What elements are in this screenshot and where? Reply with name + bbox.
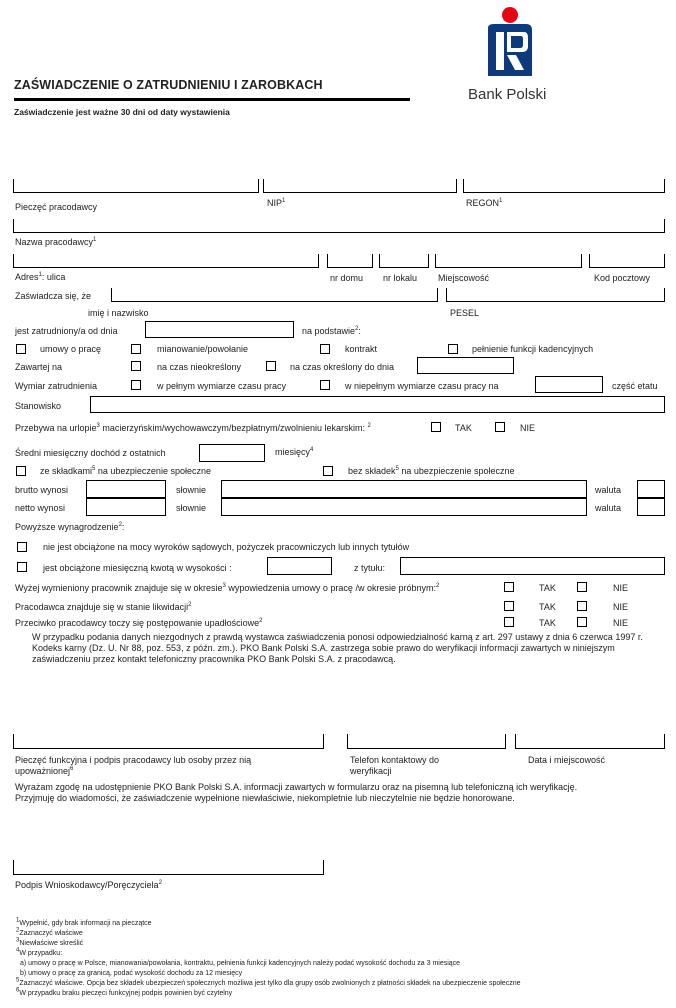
full-name-label: imię i nazwisko [88,308,149,318]
employed-since-label: jest zatrudniony/a od dnia [15,326,118,336]
position-label: Stanowisko [15,401,62,411]
salary-label: Powyższe wynagrodzenie$^2$: [15,522,125,532]
leave-no-checkbox[interactable] [495,422,505,432]
pko-logo-icon [482,2,538,80]
footnote-4b: b) umowy o pracę za granicą, podać wysokość dochodu za 12 miesięcy [20,970,243,977]
net-currency-input[interactable] [637,498,665,516]
employer-signature-field[interactable] [13,734,324,749]
postcode-label: Kod pocztowy [594,273,651,283]
burdened-amount-input[interactable] [267,557,332,575]
leave-no-label: NIE [520,423,536,433]
flat-number-field[interactable] [379,254,429,268]
net-label: netto wynosi [15,503,66,513]
employer-name-label: Nazwa pracodawcy$^1$ [15,237,97,247]
net-words-label: słownie [176,503,207,513]
parttime-checkbox[interactable] [320,380,330,390]
liquidation-yes-label: TAK [539,602,556,612]
house-number-field[interactable] [327,254,373,268]
bank-name: Bank Polski [468,86,547,103]
basis-appointment-checkbox[interactable] [131,344,141,354]
not-burdened-checkbox[interactable] [17,542,27,552]
months-count-input[interactable] [199,444,265,462]
net-amount-input[interactable] [86,498,166,516]
address-label-text: Adres [15,272,39,282]
footnote-6-text: W przypadku braku pieczęci funkcyjnej podpis powinien być czytelny [19,990,233,997]
bankruptcy-no-checkbox[interactable] [577,617,587,627]
title-rule [14,98,410,101]
notice-yes-label: TAK [539,583,556,593]
basis-employment-checkbox[interactable] [16,344,26,354]
leave-yes-label: TAK [455,423,472,433]
employer-name-field[interactable] [13,219,665,233]
footnote-1: $^1$Wypełnić, gdy brak informacji na pieczątce [16,917,152,927]
gross-label: brutto wynosi [15,485,69,495]
concluded-label: Zawartej na [15,362,63,372]
basis-employment-label: umowy o pracę [40,344,102,354]
regon-field[interactable] [463,179,665,193]
bankruptcy-yes-label: TAK [539,618,556,628]
bankruptcy-text: Przeciwko pracodawcy toczy się postępowanie upadłościowe [15,618,260,628]
footnote-4: $^4$W przypadku: [16,947,63,957]
liability-notice: W przypadku podania danych niezgodnych z prawdą wystawca zaświadczenia ponosi odpowiedzialność karną z art. 297 ustawy z dnia 6 czerwca 1997 r. Kodeks karny (Dz. U. Nr 88, poz. 553, z późn. zm.). PKO Bank Polski S.A. zastrzega sobie prawo do weryfikacji informacji zawartych w niniejszym zaświadczeniu przez kontakt telefoniczny pracownika PKO Bank Polski S.A. z pracodawcą. [32,632,643,664]
fulltime-label: w pełnym wymiarze czasu pracy [157,381,287,391]
page-title: ZAŚWIADCZENIE O ZATRUDNIENIU I ZAROBKACH [14,78,323,92]
phone-field[interactable] [347,734,506,749]
leave-types-text: macierzyńskim/wychowawczym/bezpłatnym/zwolnieniu lekarskim: [102,423,365,433]
indefinite-checkbox[interactable] [131,361,141,371]
months-label: miesięcy$^4$ [275,447,314,457]
consent-line-2: Przyjmuję do wiadomości, że zaświadczenie wypełnione niewłaściwie, niekompletnie lub nieczytelnie nie będzie honorowane. [15,793,515,803]
postcode-field[interactable] [589,254,665,268]
basis-label: na podstawie$^2$: [302,326,361,336]
street-field[interactable] [13,254,319,268]
regon-label: REGON$^1$ [466,198,503,208]
definite-label: na czas określony do dnia [290,362,395,372]
gross-amount-input[interactable] [86,480,166,498]
without-contrib-tail: na ubezpieczenie społeczne [401,466,515,476]
footnote-5-text: Zaznaczyć właściwe. Opcja bez składek ubezpieczeń społecznych możliwa jest tylko dla grupy osób zwolnionych z płatności składek na ubezpieczenie społeczne [19,980,521,987]
salary-label-text: Powyższe wynagrodzenie [15,522,119,532]
notice-yes-checkbox[interactable] [504,582,514,592]
footnote-4a: a) umowy o pracę w Polsce, mianowania/powołania, kontraktu, pełnienia funkcji kadencyjnych należy podać wysokość dochodu za 3 miesiące [20,960,461,967]
liquidation-no-checkbox[interactable] [577,601,587,611]
gross-currency-input[interactable] [637,480,665,498]
basis-contract-checkbox[interactable] [320,344,330,354]
without-contrib-checkbox[interactable] [323,466,333,476]
applicant-signature-field[interactable] [13,860,324,875]
nip-field[interactable] [263,179,457,193]
phone-label: Telefon kontaktowy do [350,755,440,765]
without-contrib-text: bez składek [348,466,396,476]
footnote-4-text: W przypadku: [19,950,63,957]
bankruptcy-no-label: NIE [613,618,629,628]
employer-stamp-label: Pieczęć pracodawcy [15,202,98,212]
nip-label: NIP$^1$ [267,198,286,208]
footnote-6: $^6$W przypadku braku pieczęci funkcyjnej podpis powinien być czytelny [16,987,233,997]
months-label-text: miesięcy [275,447,311,457]
burdened-checkbox[interactable] [17,562,27,572]
gross-currency-label: waluta [595,485,622,495]
bankruptcy-yes-checkbox[interactable] [504,617,514,627]
fulltime-checkbox[interactable] [131,380,141,390]
with-contrib-tail: na ubezpieczenie społeczne [97,466,211,476]
footnote-5: $^5$Zaznaczyć właściwe. Opcja bez składek ubezpieczeń społecznych możliwa jest tylko dla grupy osób zwolnionych z płatności składek na ubezpieczenie społeczne [16,977,521,987]
notice-period-label: Wyżej wymieniony pracownik znajduje się w okresie$^3$ wypowiedzenia umowy o pracę /w okresie próbnym:$^2$ [15,583,440,593]
with-contrib-label: ze składkami$^5$ na ubezpieczenie społeczne [40,466,211,476]
city-field[interactable] [435,254,582,268]
with-contrib-checkbox[interactable] [16,466,26,476]
certify-label: Zaświadcza się, że [15,291,92,301]
basis-term-office-label: pełnienie funkcji kadencyjnych [472,344,594,354]
city-label: Miejscowość [438,273,490,283]
worktime-label: Wymiar zatrudnienia [15,381,97,391]
net-words-input[interactable] [221,498,587,516]
leave-label-text: Przebywa na urlopie [15,423,97,433]
regon-label-text: REGON [466,198,500,208]
gross-words-label: słownie [176,485,207,495]
flat-number-label: nr lokalu [383,273,418,283]
indefinite-label: na czas nieokreślony [157,362,242,372]
date-place-field[interactable] [515,734,665,749]
liquidation-text: Pracodawca znajduje się w stanie likwidacji [15,602,189,612]
pko-logo [482,2,538,80]
basis-appointment-label: mianowanie/powołanie [157,344,249,354]
definite-date-input[interactable] [417,357,514,374]
burden-title-label: z tytułu: [354,563,386,573]
net-currency-label: waluta [595,503,622,513]
gross-words-input[interactable] [221,480,587,498]
notice-no-label: NIE [613,583,629,593]
address-street-text: : ulica [41,272,66,282]
notice-a-text: Wyżej wymieniony pracownik znajduje się w okresie [15,583,223,593]
position-input[interactable] [90,396,665,413]
footnote-1-text: Wypełnić, gdy brak informacji na pieczątce [19,920,152,927]
fraction-label: część etatu [612,381,658,391]
parttime-label: w niepełnym wymiarze czasu pracy na [345,381,499,391]
liquidation-no-label: NIE [613,602,629,612]
without-contrib-label: bez składek$^5$ na ubezpieczenie społeczne [348,466,515,476]
authorized-label: upoważnionej$^6$ [15,766,74,776]
leave-label: Przebywa na urlopie$^3$ macierzyńskim/wychowawczym/bezpłatnym/zwolnieniu lekarskim: $^2$ [15,423,371,433]
with-contrib-text: ze składkami [40,466,93,476]
liquidation-label: Pracodawca znajduje się w stanie likwidacji$^2$ [15,602,192,612]
house-number-label: nr domu [330,273,364,283]
validity-note: Zaświadczenie jest ważne 30 dni od daty wystawienia [14,107,230,117]
basis-term-office-checkbox[interactable] [448,344,458,354]
footnote-3: $^3$Niewłaściwe skreślić [16,937,84,947]
liquidation-yes-checkbox[interactable] [504,601,514,611]
pesel-field[interactable] [446,288,665,302]
applicant-signature-label: Podpis Wnioskodawcy/Poręczyciela$^2$ [15,880,162,890]
employer-signature-label: Pieczęć funkcyjna i podpis pracodawcy lub osoby przez nią [15,755,252,765]
bankruptcy-label: Przeciwko pracodawcy toczy się postępowanie upadłościowe$^2$ [15,618,263,628]
definite-checkbox[interactable] [266,361,276,371]
applicant-signature-text: Podpis Wnioskodawcy/Poręczyciela [15,880,159,890]
employer-stamp-field[interactable] [13,179,259,193]
authorized-text: upoważnionej [15,766,71,776]
burden-title-input[interactable] [400,557,665,575]
notice-b-text: wypowiedzenia umowy o pracę /w okresie próbnym: [228,583,436,593]
basis-label-text: na podstawie [302,326,356,336]
parttime-fraction-input[interactable] [535,376,603,393]
phone-label-2: weryfikacji [350,766,392,776]
date-place-label: Data i miejscowość [528,755,606,765]
nip-label-text: NIP [267,198,283,208]
avg-income-label: Średni miesięczny dochód z ostatnich [15,448,166,458]
employer-name-label-text: Nazwa pracodawcy [15,237,94,247]
footnote-2: $^2$Zaznaczyć właściwe [16,927,83,937]
footnote-3-text: Niewłaściwe skreślić [19,940,84,947]
pesel-label: PESEL [450,308,480,318]
consent-line-1: Wyrażam zgodę na udostępnienie PKO Bank Polski S.A. informacji zawartych w formularzu oraz na pisemną lub telefoniczną ich weryfikację. [15,782,578,792]
leave-yes-checkbox[interactable] [431,422,441,432]
basis-contract-label: kontrakt [345,344,378,354]
employed-since-input[interactable] [145,321,294,338]
footnote-2-text: Zaznaczyć właściwe [19,930,83,937]
burdened-label: jest obciążone miesięczną kwotą w wysokości : [43,563,232,573]
full-name-field[interactable] [111,288,438,302]
address-label: Adres$^1$: ulica [15,272,66,282]
not-burdened-label: nie jest obciążone na mocy wyroków sądowych, pożyczek pracowniczych lub innych tytułów [43,542,410,552]
notice-no-checkbox[interactable] [577,582,587,592]
